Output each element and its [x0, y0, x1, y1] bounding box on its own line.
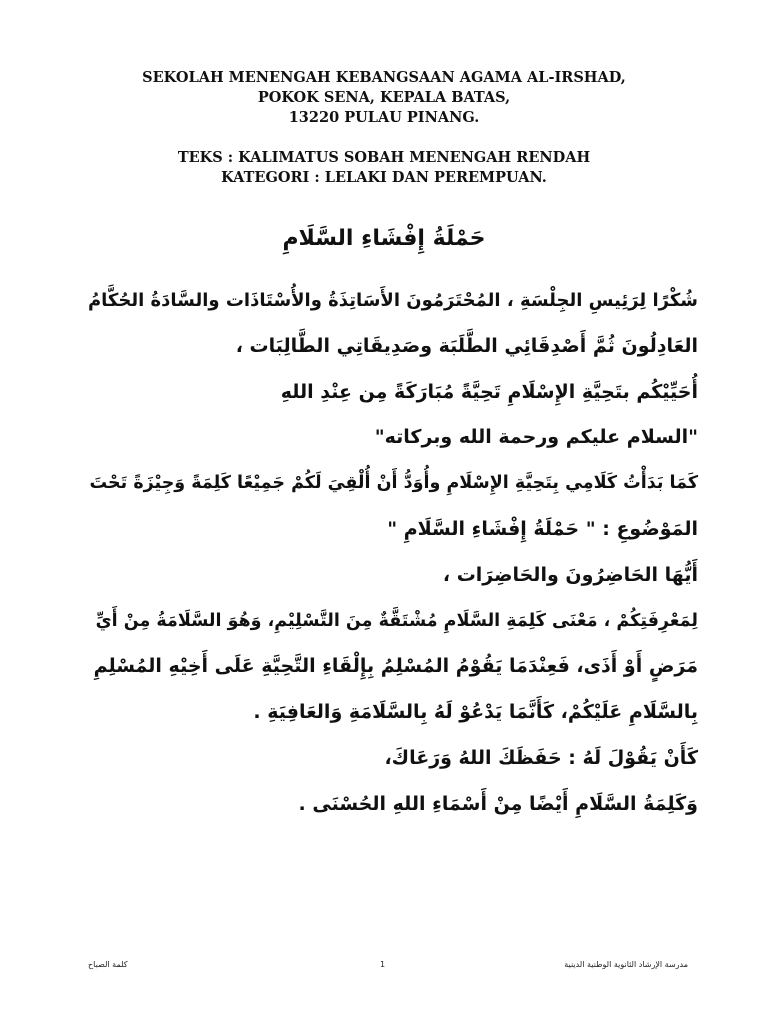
body-line: كَأَنْ يَقُوْلَ لَهُ : حَفَظَكَ اللهُ وَرَعَاكَ، — [384, 746, 698, 769]
speech-body — [88, 278, 698, 828]
body-line: المَوْضُوعِ : " حَمْلَةُ إِفْشَاءِ السَّلَامِ " — [387, 517, 698, 540]
header-address: POKOK SENA, KEPALA BATAS, — [257, 89, 511, 106]
header-school-name: SEKOLAH MENENGAH KEBANGSAAN AGAMA AL-IRSHAD, — [142, 69, 626, 86]
footer-left-label: كلمة الصباح — [88, 960, 128, 969]
body-line: وَكَلِمَةُ السَّلَامِ أَيْضًا مِنْ أَسْمَاءِ اللهِ الحُسْنَى . — [298, 792, 698, 815]
body-line: "السلام عليكم ورحمة الله وبركاته" — [374, 426, 698, 449]
body-line: شُكْرًا لِرَئِيسِ الجِلْسَةِ ، المُحْتَرَمُونَ الأَسَاتِذَةُ والأُسْتَاذَات والسَّادَةُ الحُكَّامُ — [87, 290, 698, 311]
header-text-type: TEKS : KALIMATUS SOBAH MENENGAH RENDAH — [177, 149, 591, 166]
body-line: لِمَعْرِفَتِكُمْ ، مَعْنَى كَلِمَةِ السَّلَامِ مُشْتَقَّةٌ مِنَ التَّسْلِيْمِ، وَهُوَ السَّلَامَةُ مِنْ أَيِّ — [95, 610, 698, 631]
body-line: بِالسَّلَامِ عَلَيْكُمْ، كَأَنَّمَا يَدْعُوْ لَهُ بِالسَّلَامَةِ وَالعَافِيَةِ . — [253, 701, 698, 724]
body-line: مَرَضٍ أَوْ أَذَى، فَعِنْدَمَا يَقُوْمُ المُسْلِمُ بِإِلْقَاءِ التَّحِيَّةِ عَلَى أَخِيْهِ المُسْلِمِ — [93, 655, 698, 678]
body-line: أُحَيِّيْكُم بتَحِيَّةِ الإِسْلَامِ تَحِيَّةً مُبَارَكَةً مِن عِنْدِ اللهِ — [280, 380, 698, 403]
footer-school-name: مدرسة الإرشاد الثانوية الوطنية الدينية — [564, 960, 688, 969]
body-line: كَمَا بَدَأْتُ كَلَامِي بِتَحِيَّةِ الإِسْلَامِ وأُوَدُّ أَنْ أُلْقِيَ لَكُمْ جَمِيْعًا كَلِمَةً وَجِيْزَةً تَحْتَ — [89, 473, 698, 494]
page-number: 1 — [380, 960, 386, 969]
header-postcode: 13220 PULAU PINANG. — [288, 109, 480, 126]
page-footer — [88, 960, 688, 976]
header-category: KATEGORI : LELAKI DAN PEREMPUAN. — [221, 169, 547, 186]
body-line: أَيُّهَا الحَاضِرُونَ والحَاضِرَات ، — [442, 563, 698, 586]
speech-title: حَمْلَةُ إِفْشَاءِ السَّلَامِ — [282, 226, 486, 251]
body-line: العَادِلُونَ ثُمَّ أَصْدِقَائِي الطَّلَبَة وصَدِيقَاتِي الطَّالِبَات ، — [235, 334, 698, 357]
school-header — [0, 68, 768, 188]
